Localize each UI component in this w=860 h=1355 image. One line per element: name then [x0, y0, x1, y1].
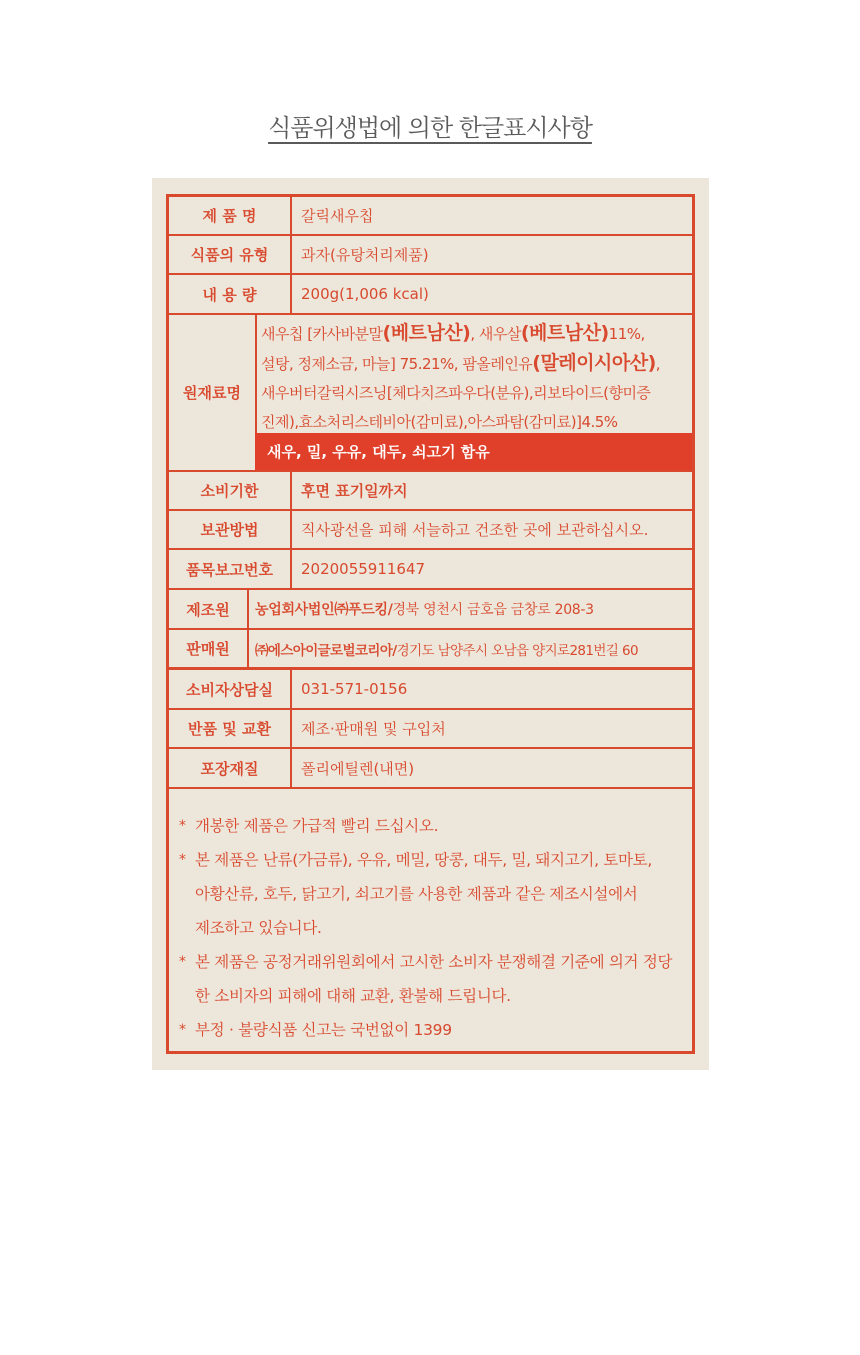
- packaging-value: 폴리에틸렌(내면): [301, 759, 415, 778]
- note-3: [179, 945, 689, 979]
- note-text: 개봉한 제품은 가급적 빨리 드십시오.: [195, 817, 439, 835]
- bullet-star: *: [179, 852, 186, 868]
- row-expiry: [169, 472, 692, 511]
- ing-text: ,: [655, 355, 661, 373]
- product-name-value: 갈릭새우칩: [301, 207, 374, 225]
- expiry-label: 소비기한: [169, 472, 292, 509]
- bullet-star: *: [179, 818, 186, 834]
- row-product-name: [169, 197, 692, 236]
- product-name-label: 제 품 명: [169, 197, 292, 234]
- row-return: [169, 710, 692, 749]
- row-content: [169, 275, 692, 315]
- content-label: 내 용 량: [169, 275, 292, 313]
- seller-address: 경기도 남양주시 오남읍 양지로281번길 60: [396, 642, 638, 659]
- note-1: [179, 809, 689, 843]
- content-value: 200g(1,006 kcal): [301, 285, 429, 303]
- ing-text: 설탕, 정제소금, 마늘] 75.21%, 팜올레인유: [261, 355, 533, 373]
- note-text: 아황산류, 호두, 닭고기, 쇠고기를 사용한 제품과 같은 제조시설에서: [195, 885, 638, 903]
- notes: [179, 809, 689, 1047]
- ingredients-line-2: [261, 349, 697, 379]
- packaging-label: 포장재질: [169, 749, 292, 787]
- consult-label: 소비자상담실: [169, 670, 292, 708]
- ingredients-text: [261, 319, 697, 437]
- origin-vietnam: (베트남산): [520, 322, 609, 344]
- ingredients-line-4: 진제),효소처리스테비아(감미료),아스파탐(감미료)]4.5%: [261, 413, 618, 431]
- bullet-star: *: [179, 954, 186, 970]
- ingredients-line-3: 새우버터갈릭시즈닝[체다치즈파우다(분유),리보타이드(향미증: [261, 384, 651, 402]
- ing-text: 11%,: [608, 325, 645, 343]
- return-label: 반품 및 교환: [169, 710, 292, 747]
- report-no-label: 품목보고번호: [169, 550, 292, 588]
- row-seller: [169, 630, 692, 670]
- note-2: [179, 843, 689, 877]
- note-4: [179, 1013, 689, 1047]
- ingredients-label: 원재료명: [183, 384, 241, 402]
- note-2-cont: [179, 911, 689, 945]
- ingredients-line-1: [261, 319, 697, 349]
- manufacturer-address: 경북 영천시 금호읍 금창로 208-3: [392, 602, 594, 618]
- row-ingredients: [169, 315, 692, 472]
- note-2-cont: [179, 877, 689, 911]
- manufacturer-label: 제조원: [169, 590, 249, 628]
- label-table: [166, 194, 695, 1054]
- storage-value: 직사광선을 피해 서늘하고 건조한 곳에 보관하십시오.: [301, 521, 649, 539]
- note-text: 본 제품은 난류(가금류), 우유, 메밀, 땅콩, 대두, 밀, 돼지고기, 토마토,: [195, 851, 652, 869]
- food-type-label: 식품의 유형: [169, 236, 292, 273]
- row-manufacturer: [169, 590, 692, 630]
- origin-malaysia: (말레이시아산): [532, 352, 656, 374]
- expiry-value: 후면 표기일까지: [301, 482, 408, 500]
- note-text: 부정 · 불량식품 신고는 국번없이 1399: [195, 1021, 452, 1039]
- origin-vietnam: (베트남산): [382, 322, 471, 344]
- ing-text: 새우칩 [카사바분말: [261, 325, 383, 343]
- ing-text: , 새우살: [470, 325, 521, 343]
- consult-value: 031-571-0156: [301, 680, 408, 698]
- note-text: 한 소비자의 피해에 대해 교환, 환불해 드립니다.: [195, 987, 511, 1005]
- row-food-type: [169, 236, 692, 275]
- food-type-value: 과자(유탕처리제품): [301, 246, 429, 264]
- return-value: 제조·판매원 및 구입처: [301, 720, 446, 738]
- allergy-banner: 새우, 밀, 우유, 대두, 쇠고기 함유: [255, 433, 692, 470]
- seller-label: 판매원: [169, 630, 249, 667]
- seller-value: [249, 630, 692, 667]
- storage-label: 보관방법: [169, 511, 292, 548]
- row-consult: [169, 670, 692, 710]
- bullet-star: *: [179, 1022, 186, 1038]
- note-text: 본 제품은 공정거래위원회에서 고시한 소비자 분쟁해결 기준에 의거 정당: [195, 953, 673, 971]
- note-text: 제조하고 있습니다.: [195, 919, 322, 937]
- row-report-no: [169, 550, 692, 590]
- report-no-value: 2020055911647: [301, 560, 426, 578]
- manufacturer-company: 농업회사법인㈜푸드킹/: [255, 602, 393, 618]
- manufacturer-value: [249, 590, 692, 628]
- page-title: 식품위생법에 의한 한글표시사항: [268, 114, 592, 142]
- row-packaging: [169, 749, 692, 789]
- seller-company: ㈜에스아이글로벌코리아/: [255, 642, 397, 659]
- note-3-cont: [179, 979, 689, 1013]
- label-panel: [152, 178, 709, 1070]
- row-storage: [169, 511, 692, 550]
